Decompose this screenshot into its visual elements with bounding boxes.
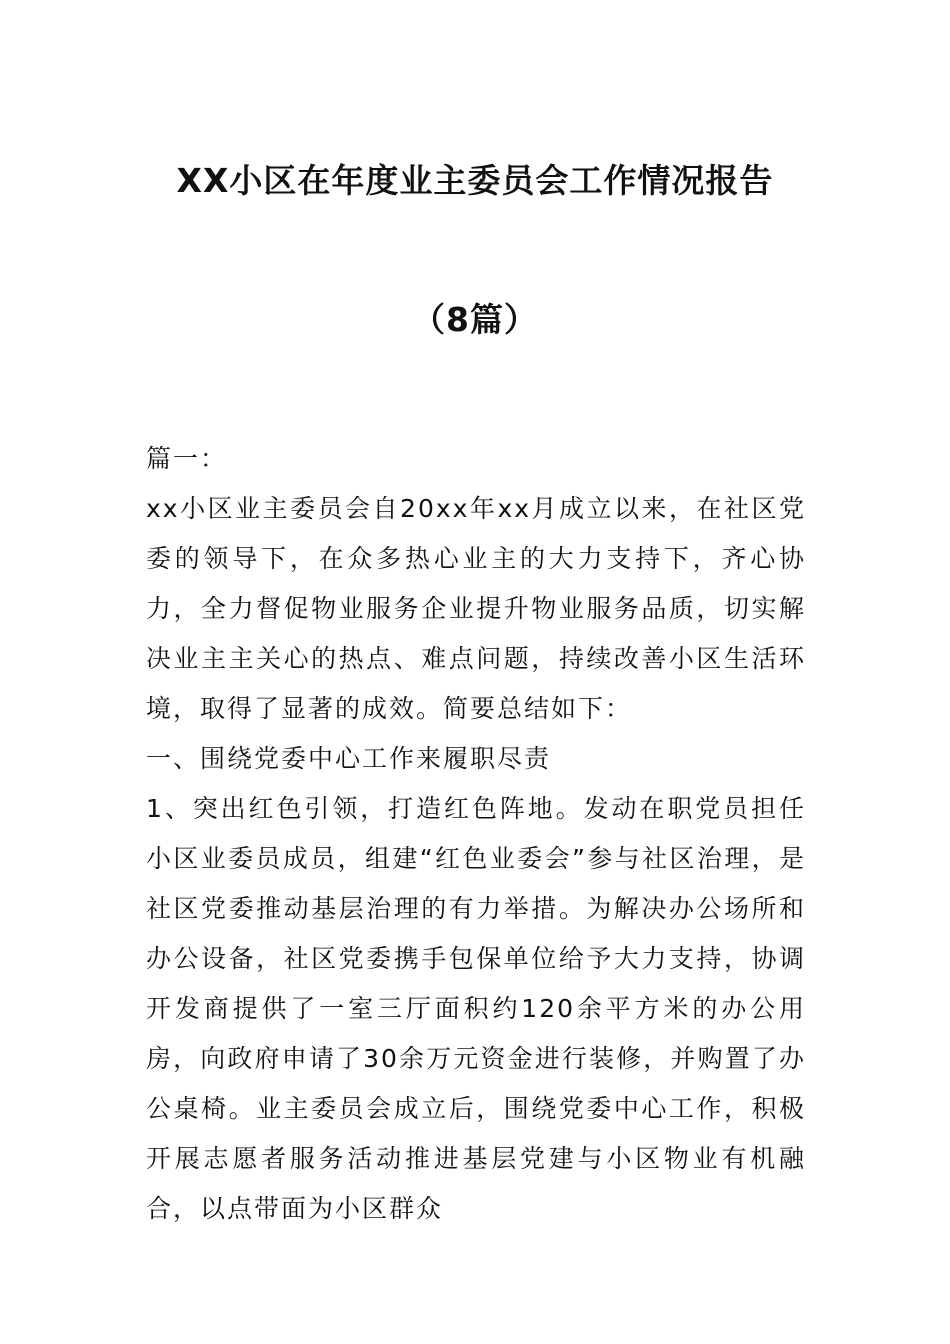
document-body xyxy=(146,434,806,1234)
document-title: XX小区在年度业主委员会工作情况报告 xyxy=(176,161,774,200)
section-label: 篇一： xyxy=(146,444,228,473)
section-heading: 一、围绕党委中心工作来履职尽责 xyxy=(146,744,552,773)
body-paragraph: 1、突出红色引领，打造红色阵地。发动在职党员担任小区业委员成员，组建“红色业委会”参与社区治理，是社区党委推动基层治理的有力举措。为解决办公场所和办公设备，社区党委携手包保单位给予大力支持，协调开发商提供了一室三厅面积约120余平方米的办公用房，向政府申请了30余万元资金进行装修，并购置了办公桌椅。业主委员会成立后，围绕党委中心工作，积极开展志愿者服务活动推进基层党建与小区物业有机融合，以点带面为小区群众 xyxy=(146,794,806,1223)
intro-paragraph: xx小区业主委员会自20xx年xx月成立以来，在社区党委的领导下，在众多热心业主的大力支持下，齐心协力，全力督促物业服务企业提升物业服务品质，切实解决业主主关心的热点、难点问题，持续改善小区生活环境，取得了显著的成效。简要总结如下： xyxy=(146,494,806,723)
document-subtitle: （8篇） xyxy=(412,300,538,339)
